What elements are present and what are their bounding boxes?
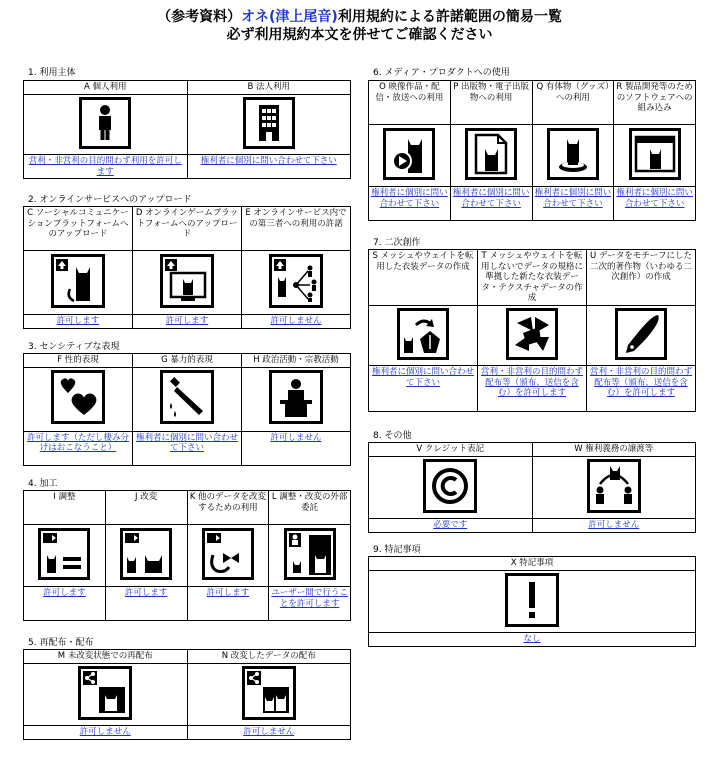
item-value: 許可しません — [532, 519, 696, 533]
adjust-icon — [38, 528, 90, 580]
item-value: 営利・非営利の目的問わず配布等（頒布、送信を含む）を許可します — [478, 366, 587, 412]
section-label: 8. その他 — [373, 431, 412, 441]
section-4-table — [23, 490, 351, 621]
section-label: 6. メディア・プロダクトへの使用 — [373, 68, 510, 78]
section-6-table — [368, 80, 696, 221]
section-label: 5. 再配布・配布 — [28, 638, 94, 648]
item-heading: A 個人利用 — [24, 81, 188, 95]
item-heading: H 政治活動・宗教活動 — [242, 354, 351, 368]
item-heading: Q 有体物（グッズ）への利用 — [532, 81, 614, 125]
item-value: 権利者に個別に問い合わせて下さい — [133, 431, 242, 465]
hearts-icon — [51, 370, 105, 424]
monitor-upload-icon — [160, 254, 214, 308]
item-heading: C ソーシャルコミュニケーションプラットフォームへのアップロード — [24, 207, 133, 251]
item-heading: X 特記事項 — [369, 557, 696, 571]
upload-cat-icon — [51, 254, 105, 308]
section-5-table — [23, 649, 351, 740]
item-heading: N 改変したデータの配布 — [187, 650, 351, 664]
section-2-table — [23, 206, 351, 329]
item-heading: R 製品開発等のためのソフトウェアへの組み込み — [614, 81, 696, 125]
item-value: 営利・非営利の目的問わず配布等（頒布、送信を含む）を許可します — [587, 366, 696, 412]
pen-nib-icon — [615, 308, 667, 360]
item-value: 許可します — [187, 587, 269, 621]
document-icon — [465, 128, 517, 180]
title-name: オネ(津上尾音) — [241, 9, 338, 25]
title-suffix: 利用規約による許諾範囲の簡易一覧 — [337, 9, 562, 25]
item-value: 権利者に個別に問い合わせて下さい — [369, 187, 451, 221]
section-label: 2. オンラインサービスへのアップロード — [28, 195, 192, 205]
section-1-table — [23, 80, 351, 179]
section-label: 1. 利用主体 — [28, 68, 76, 78]
page-title — [0, 8, 719, 26]
section-label: 3. センシティブな表現 — [28, 342, 120, 352]
mesh-reuse-icon — [397, 308, 449, 360]
item-value: 許可します（ただし棲み分けはおこなうこと） — [24, 431, 133, 465]
copyright-icon — [423, 459, 477, 513]
distribute-modified-icon — [242, 666, 296, 720]
software-icon — [629, 128, 681, 180]
item-value: 営利・非営利の目的問わず利用を許可します — [24, 155, 188, 179]
ribbon-icon — [202, 528, 254, 580]
item-value: 権利者に個別に問い合わせて下さい — [614, 187, 696, 221]
video-icon — [383, 128, 435, 180]
item-value: 許可します — [105, 587, 187, 621]
figure-icon — [547, 128, 599, 180]
item-heading: P 出版物・電子出版物への利用 — [450, 81, 532, 125]
item-value: 許可しません — [242, 315, 351, 329]
modify-icon — [120, 528, 172, 580]
share-people-icon — [269, 254, 323, 308]
item-heading: G 暴力的表現 — [133, 354, 242, 368]
item-heading: S メッシュやウェイトを転用した衣装データの作成 — [369, 250, 478, 306]
item-value: 許可します — [133, 315, 242, 329]
item-heading: F 性的表現 — [24, 354, 133, 368]
knife-icon — [160, 370, 214, 424]
item-value: 許可します — [24, 315, 133, 329]
outsource-icon — [284, 528, 336, 580]
item-heading: I 調整 — [24, 491, 106, 525]
item-heading: L 調整・改変の外部委託 — [269, 491, 351, 525]
item-heading: T メッシュやウェイトを転用しないでデータの規格に準拠した新たな衣装データ・テクスチャデータの作成 — [478, 250, 587, 306]
section-3-table — [23, 353, 351, 466]
item-heading: V クレジット表記 — [369, 443, 533, 457]
person-icon — [79, 97, 131, 149]
item-value: なし — [369, 633, 696, 647]
item-heading: K 他のデータを改変するための利用 — [187, 491, 269, 525]
item-value: 許可しません — [24, 726, 188, 740]
exclamation-icon — [505, 573, 559, 627]
item-heading: E オンラインサービス内での第三者への利用の許諾 — [242, 207, 351, 251]
podium-icon — [269, 370, 323, 424]
section-7-table — [368, 249, 696, 412]
item-value: 必要です — [369, 519, 533, 533]
item-heading: U データをモチーフにした二次的著作物（いわゆる二次創作）の作成 — [587, 250, 696, 306]
building-icon — [243, 97, 295, 149]
item-heading: M 未改変状態での再配布 — [24, 650, 188, 664]
item-heading: B 法人利用 — [187, 81, 351, 95]
item-value: 許可します — [24, 587, 106, 621]
item-heading: J 改変 — [105, 491, 187, 525]
section-8-table — [368, 442, 696, 533]
item-value: 権利者に個別に問い合わせて下さい — [450, 187, 532, 221]
item-heading: O 映像作品・配信・放送への利用 — [369, 81, 451, 125]
item-heading: D オンラインゲームプラットフォームへのアップロード — [133, 207, 242, 251]
item-value: ユーザー間で行うことを許可します — [269, 587, 351, 621]
item-value: 許可しません — [242, 431, 351, 465]
page-subtitle: 必ず利用規約本文を併せてご確認ください — [226, 27, 493, 43]
section-label: 9. 特記事項 — [373, 545, 421, 555]
section-label: 7. 二次創作 — [373, 238, 421, 248]
item-value: 権利者に個別に問い合わせて下さい — [187, 155, 351, 179]
section-label: 4. 加工 — [28, 479, 58, 489]
new-outfit-icon — [506, 308, 558, 360]
item-value: 権利者に個別に問い合わせて下さい — [369, 366, 478, 412]
redistribute-icon — [78, 666, 132, 720]
section-9-table — [368, 556, 696, 647]
item-value: 許可しません — [187, 726, 351, 740]
transfer-icon — [587, 459, 641, 513]
item-value: 権利者に個別に問い合わせて下さい — [532, 187, 614, 221]
title-prefix: （参考資料） — [157, 9, 242, 25]
item-heading: W 権利義務の譲渡等 — [532, 443, 696, 457]
